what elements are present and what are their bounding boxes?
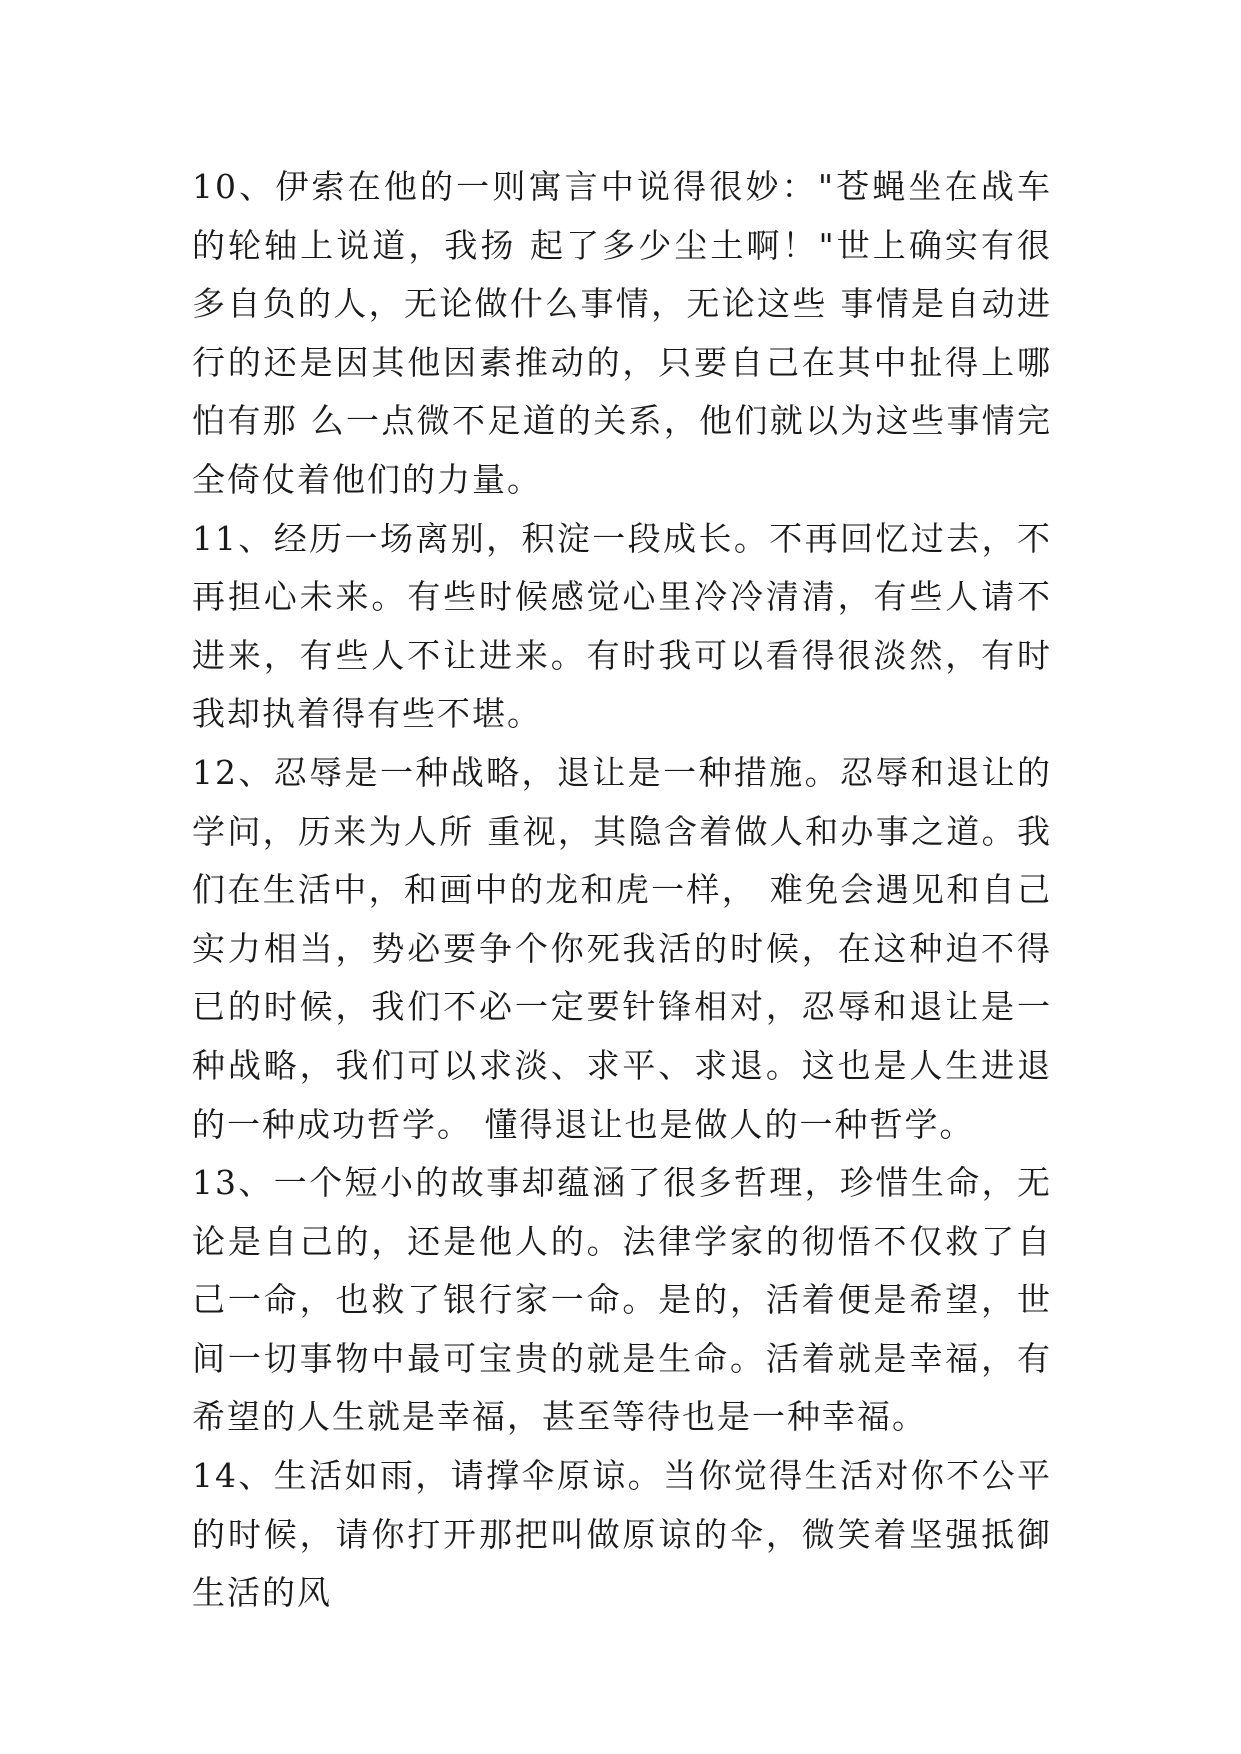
paragraph-12: 12、忍辱是一种战略，退让是一种措施。忍辱和退让的学问，历来为人所 重视，其隐含着做人和办事之道。我们在生活中，和画中的龙和虎一样， 难免会遇见和自己实力相当，势必要争个你死我活的时候，在这种迫不得 已的时候，我们不必一定要针锋相对，忍辱和退让是一种战略，我们可以求淡、求平、求退。这也是人生进退的一种成功哲学。 懂得退让也是做人的一种哲学。 xyxy=(192,752,1052,1144)
paragraph-13: 13、一个短小的故事却蕴涵了很多哲理，珍惜生命，无论是自己的，还是他人的。法律学家的彻悟不仅救了自己一命，也救了银行家一命。是的，活着便是希望，世间一切事物中最可宝贵的就是生命。活着就是幸福，有希望的人生就是幸福，甚至等待也是一种幸福。 xyxy=(192,1163,1052,1437)
paragraph-14: 14、生活如雨，请撑伞原谅。当你觉得生活对你不公平的时候，请你打开那把叫做原谅的伞，微笑着坚强抵御生活的风 xyxy=(192,1456,1052,1613)
paragraph-11: 11、经历一场离别，积淀一段成长。不再回忆过去，不再担心未来。有些时候感觉心里冷冷清清，有些人请不进来，有些人不让进来。有时我可以看得很淡然，有时我却执着得有些不堪。 xyxy=(192,518,1052,734)
paragraph-10: 10、伊索在他的一则寓言中说得很妙："苍蝇坐在战车的轮轴上说道，我扬 起了多少尘土啊！"世上确实有很多自负的人，无论做什么事情，无论这些 事情是自动进行的还是因其他因素推动的，只要自己在其中扯得上哪怕有那 么一点微不足道的关系，他们就以为这些事情完全倚仗着他们的力量。 xyxy=(192,167,1052,499)
document-body xyxy=(192,158,1052,1623)
